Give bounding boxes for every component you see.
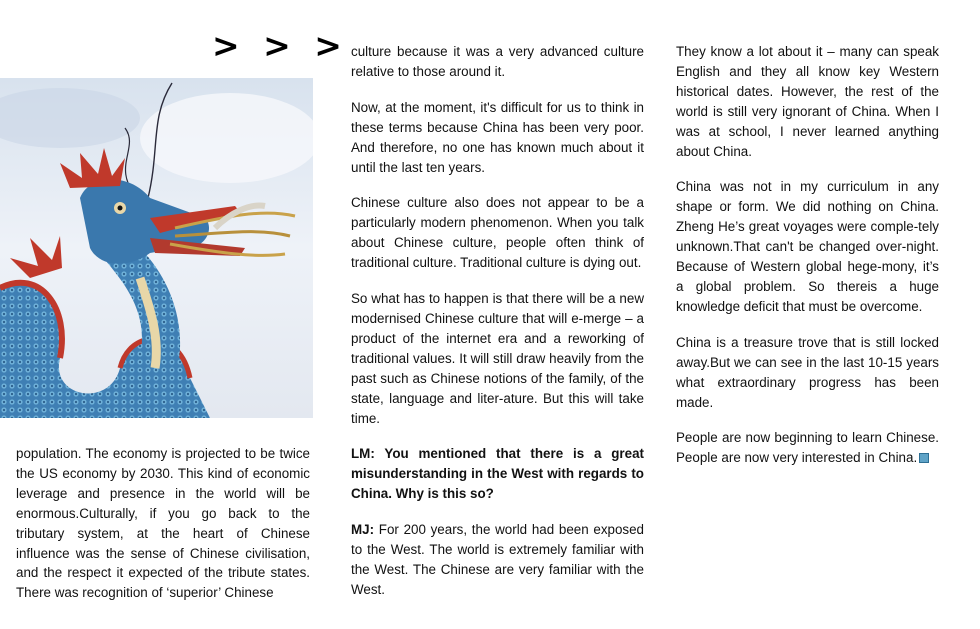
end-mark-icon xyxy=(919,453,929,463)
column-right xyxy=(676,42,939,484)
section-arrows: > > > xyxy=(212,26,348,65)
paragraph: So what has to happen is that there will be a new modernised Chinese culture that will e-merge – a product of the internet era and a reworking of traditional values. It will still draw heavily from the past such as Chinese notions of the family, of the state, language and liter-ature. But this will take time. xyxy=(351,291,644,426)
paragraph: population. The economy is projected to be twice the US economy by 2030. This kind of economic leverage and presence in the world will be enormous.Culturally, if you go back to the tributary system, at the heart of Chinese influence was the sense of Chinese civilisation, and the respect it expected of the tribute states. There was recognition of ‘superior’ Chinese xyxy=(16,446,310,601)
column-left xyxy=(16,444,310,619)
paragraph: China is a treasure trove that is still locked away.But we can see in the last 10-15 years what extraordinary progress has been made. xyxy=(676,334,939,410)
dragon-photo xyxy=(0,78,313,418)
paragraph: China was not in my curriculum in any shape or form. We did nothing on China. Zheng He’s great voyages were comple-tely unknown.That can't be changed over-night. Because of Western global hege-mony, it’s a global problem. So thereis a huge knowledge deficit that must be overcome. xyxy=(676,179,939,314)
paragraph: culture because it was a very advanced culture relative to those around it. xyxy=(351,44,644,79)
interview-answer xyxy=(351,520,644,600)
paragraph: Chinese culture also does not appear to be a particularly modern phenomenon. When you talk about Chinese culture, people often think of traditional culture. Traditional culture is dying out. xyxy=(351,195,644,271)
column-middle xyxy=(351,42,644,616)
final-text: People are now beginning to learn Chinese. People are now very interested in China. xyxy=(676,430,939,466)
answer-text: For 200 years, the world had been exposed to the West. The world is extremely familiar with the West. The Chinese are very familiar with the West. xyxy=(351,522,644,597)
interview-question: LM: You mentioned that there is a great misunderstanding in the West with regards to China. Why is this so? xyxy=(351,446,644,502)
paragraph: They know a lot about it – many can speak English and they all know key Western historical dates. However, the rest of the world is still very ignorant of China. When I was at school, I never learned anything about China. xyxy=(676,44,939,159)
paragraph: Now, at the moment, it's difficult for us to think in these terms because China has been very poor. And therefore, no one has known much about it until the last ten years. xyxy=(351,99,644,175)
speaker-label: MJ: xyxy=(351,522,375,538)
paragraph-final xyxy=(676,428,939,468)
